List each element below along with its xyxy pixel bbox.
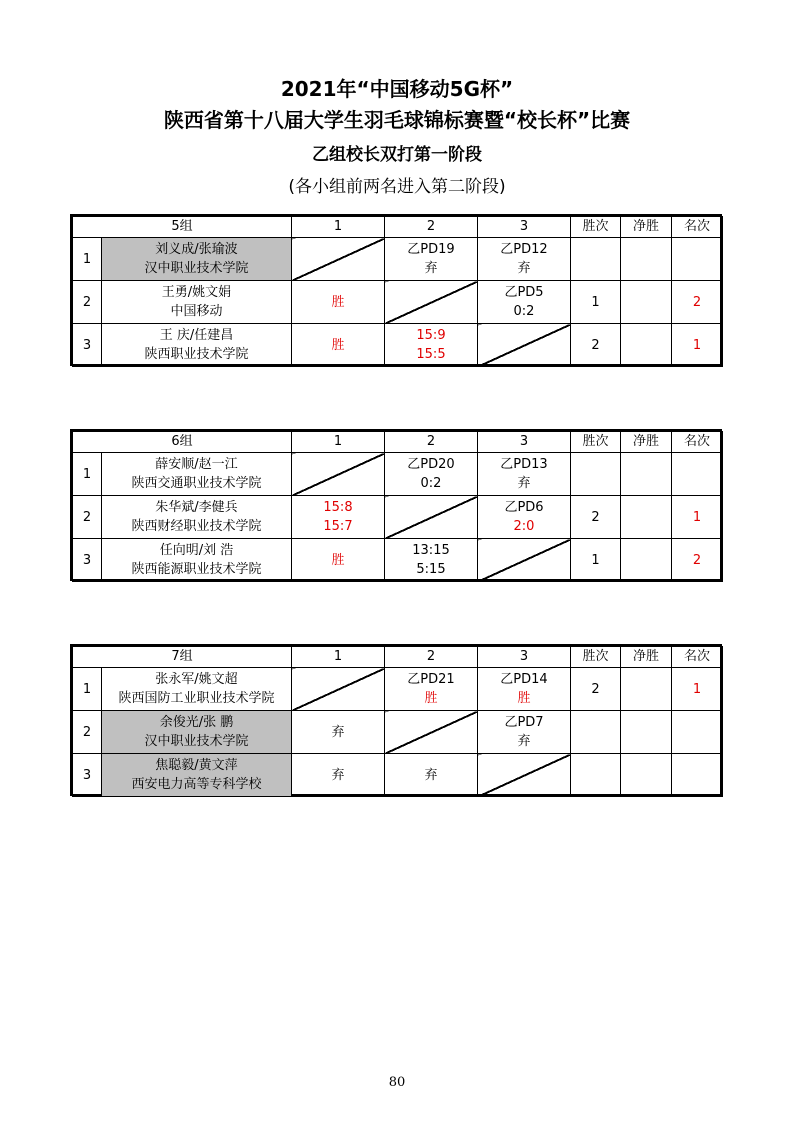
match-score: 15:5 bbox=[416, 347, 446, 362]
net-cell bbox=[621, 539, 672, 582]
match-cell: 弃 bbox=[292, 711, 385, 754]
title-line-2: 陕西省第十八届大学生羽毛球锦标赛暨“校长杯”比赛 bbox=[163, 108, 631, 132]
team-school: 陕西能源职业技术学院 bbox=[131, 562, 262, 577]
team-school: 陕西职业技术学院 bbox=[144, 347, 249, 362]
team-players: 王勇/姚文娟 bbox=[161, 285, 232, 300]
match-score: 15:8 bbox=[323, 500, 353, 515]
match-cell: 胜 bbox=[292, 539, 385, 582]
header-net: 净胜 bbox=[621, 647, 672, 668]
table-row bbox=[73, 711, 723, 754]
wins-cell bbox=[571, 754, 621, 797]
header-rank: 名次 bbox=[672, 217, 723, 238]
rank-cell bbox=[672, 711, 723, 754]
match-result: 弃 bbox=[424, 261, 438, 276]
net-cell bbox=[621, 668, 672, 711]
net-cell bbox=[621, 496, 672, 539]
header-col-1: 1 bbox=[292, 647, 385, 668]
row-index: 1 bbox=[73, 668, 102, 711]
match-result: 0:2 bbox=[513, 304, 535, 319]
team-players: 朱华斌/李健兵 bbox=[155, 500, 238, 515]
team-cell bbox=[102, 281, 292, 324]
self-match-cell bbox=[478, 754, 571, 797]
team-school: 中国移动 bbox=[170, 304, 223, 319]
rank-cell: 1 bbox=[672, 324, 723, 367]
match-result: 弃 bbox=[517, 261, 531, 276]
match-cell bbox=[292, 496, 385, 539]
net-cell bbox=[621, 238, 672, 281]
match-code: 乙PD14 bbox=[500, 672, 548, 687]
match-code: 乙PD13 bbox=[500, 457, 548, 472]
match-cell bbox=[478, 238, 571, 281]
match-score: 15:7 bbox=[323, 519, 353, 534]
team-cell bbox=[102, 668, 292, 711]
team-school: 汉中职业技术学院 bbox=[144, 261, 249, 276]
match-cell: 胜 bbox=[292, 324, 385, 367]
row-index: 3 bbox=[73, 539, 102, 582]
header-col-1: 1 bbox=[292, 217, 385, 238]
header-col-1: 1 bbox=[292, 432, 385, 453]
match-code: 乙PD19 bbox=[407, 242, 455, 257]
table-row bbox=[73, 281, 723, 324]
title-line-1: 2021年“中国移动5G杯” bbox=[280, 77, 514, 101]
match-cell bbox=[478, 281, 571, 324]
self-match-cell bbox=[292, 668, 385, 711]
header-rank: 名次 bbox=[672, 647, 723, 668]
wins-cell bbox=[571, 711, 621, 754]
match-result: 0:2 bbox=[420, 476, 442, 491]
header-rank: 名次 bbox=[672, 432, 723, 453]
match-cell: 弃 bbox=[292, 754, 385, 797]
row-index: 3 bbox=[73, 754, 102, 797]
row-index: 2 bbox=[73, 711, 102, 754]
header-net: 净胜 bbox=[621, 432, 672, 453]
team-cell bbox=[102, 453, 292, 496]
match-score: 13:15 bbox=[412, 543, 450, 558]
self-match-cell bbox=[478, 539, 571, 582]
group-name: 5组 bbox=[73, 217, 292, 238]
header-col-3: 3 bbox=[478, 217, 571, 238]
match-code: 乙PD7 bbox=[504, 715, 544, 730]
net-cell bbox=[621, 324, 672, 367]
match-cell bbox=[478, 711, 571, 754]
rank-cell: 1 bbox=[672, 668, 723, 711]
rank-cell: 1 bbox=[672, 496, 723, 539]
team-players: 薛安顺/赵一江 bbox=[155, 457, 238, 472]
self-match-cell bbox=[478, 324, 571, 367]
match-code: 乙PD5 bbox=[504, 285, 544, 300]
team-players: 张永军/姚文超 bbox=[155, 672, 238, 687]
match-cell bbox=[385, 539, 478, 582]
header-net: 净胜 bbox=[621, 217, 672, 238]
match-code: 乙PD6 bbox=[504, 500, 544, 515]
team-cell bbox=[102, 539, 292, 582]
self-match-cell bbox=[292, 238, 385, 281]
header-wins: 胜次 bbox=[571, 217, 621, 238]
self-match-cell bbox=[385, 496, 478, 539]
title-line-4: (各小组前两名进入第二阶段) bbox=[288, 177, 506, 197]
match-cell bbox=[478, 496, 571, 539]
match-result: 弃 bbox=[517, 476, 531, 491]
rank-cell: 2 bbox=[672, 281, 723, 324]
header-wins: 胜次 bbox=[571, 647, 621, 668]
group-7-table bbox=[70, 644, 722, 796]
team-players: 刘义成/张瑜波 bbox=[155, 242, 238, 257]
rank-cell: 2 bbox=[672, 539, 723, 582]
row-index: 2 bbox=[73, 496, 102, 539]
match-cell bbox=[385, 453, 478, 496]
match-result: 胜 bbox=[424, 691, 438, 706]
match-cell bbox=[385, 324, 478, 367]
team-players: 焦聪毅/黄文萍 bbox=[155, 758, 238, 773]
match-code: 乙PD21 bbox=[407, 672, 455, 687]
title-line-3: 乙组校长双打第一阶段 bbox=[312, 145, 482, 165]
match-cell bbox=[385, 238, 478, 281]
match-cell: 胜 bbox=[292, 281, 385, 324]
match-cell bbox=[385, 668, 478, 711]
team-school: 陕西国防工业职业技术学院 bbox=[118, 691, 275, 706]
match-score: 15:9 bbox=[416, 328, 446, 343]
table-row bbox=[73, 754, 723, 797]
team-cell bbox=[102, 238, 292, 281]
match-cell bbox=[478, 668, 571, 711]
table-row bbox=[73, 238, 723, 281]
team-cell bbox=[102, 324, 292, 367]
self-match-cell bbox=[385, 711, 478, 754]
wins-cell: 1 bbox=[571, 281, 621, 324]
match-result: 弃 bbox=[517, 734, 531, 749]
rank-cell bbox=[672, 754, 723, 797]
row-index: 1 bbox=[73, 238, 102, 281]
team-players: 余俊光/张 鹏 bbox=[159, 715, 234, 730]
wins-cell: 1 bbox=[571, 539, 621, 582]
match-code: 乙PD12 bbox=[500, 242, 548, 257]
rank-cell bbox=[672, 238, 723, 281]
wins-cell bbox=[571, 453, 621, 496]
self-match-cell bbox=[292, 453, 385, 496]
team-cell bbox=[102, 711, 292, 754]
wins-cell bbox=[571, 238, 621, 281]
team-cell bbox=[102, 754, 292, 797]
header-col-2: 2 bbox=[385, 432, 478, 453]
team-school: 陕西财经职业技术学院 bbox=[131, 519, 262, 534]
group-5-table bbox=[70, 214, 722, 366]
team-players: 王 庆/任建昌 bbox=[159, 328, 234, 343]
match-cell bbox=[478, 453, 571, 496]
net-cell bbox=[621, 711, 672, 754]
match-cell: 弃 bbox=[385, 754, 478, 797]
match-score: 5:15 bbox=[416, 562, 446, 577]
net-cell bbox=[621, 453, 672, 496]
table-row bbox=[73, 539, 723, 582]
header-col-2: 2 bbox=[385, 217, 478, 238]
table-row bbox=[73, 496, 723, 539]
page-number: 80 bbox=[388, 1075, 406, 1090]
net-cell bbox=[621, 281, 672, 324]
group-name: 6组 bbox=[73, 432, 292, 453]
team-players: 任向明/刘 浩 bbox=[159, 543, 234, 558]
match-result: 胜 bbox=[517, 691, 531, 706]
table-row bbox=[73, 453, 723, 496]
row-index: 1 bbox=[73, 453, 102, 496]
team-school: 西安电力高等专科学校 bbox=[131, 777, 262, 792]
row-index: 3 bbox=[73, 324, 102, 367]
wins-cell: 2 bbox=[571, 668, 621, 711]
group-6-table bbox=[70, 429, 722, 581]
team-school: 陕西交通职业技术学院 bbox=[131, 476, 262, 491]
header-wins: 胜次 bbox=[571, 432, 621, 453]
rank-cell bbox=[672, 453, 723, 496]
header-col-3: 3 bbox=[478, 647, 571, 668]
table-row bbox=[73, 668, 723, 711]
match-code: 乙PD20 bbox=[407, 457, 455, 472]
group-name: 7组 bbox=[73, 647, 292, 668]
match-result: 2:0 bbox=[513, 519, 535, 534]
net-cell bbox=[621, 754, 672, 797]
self-match-cell bbox=[385, 281, 478, 324]
wins-cell: 2 bbox=[571, 324, 621, 367]
row-index: 2 bbox=[73, 281, 102, 324]
team-cell bbox=[102, 496, 292, 539]
header-col-3: 3 bbox=[478, 432, 571, 453]
team-school: 汉中职业技术学院 bbox=[144, 734, 249, 749]
header-col-2: 2 bbox=[385, 647, 478, 668]
table-row bbox=[73, 324, 723, 367]
wins-cell: 2 bbox=[571, 496, 621, 539]
